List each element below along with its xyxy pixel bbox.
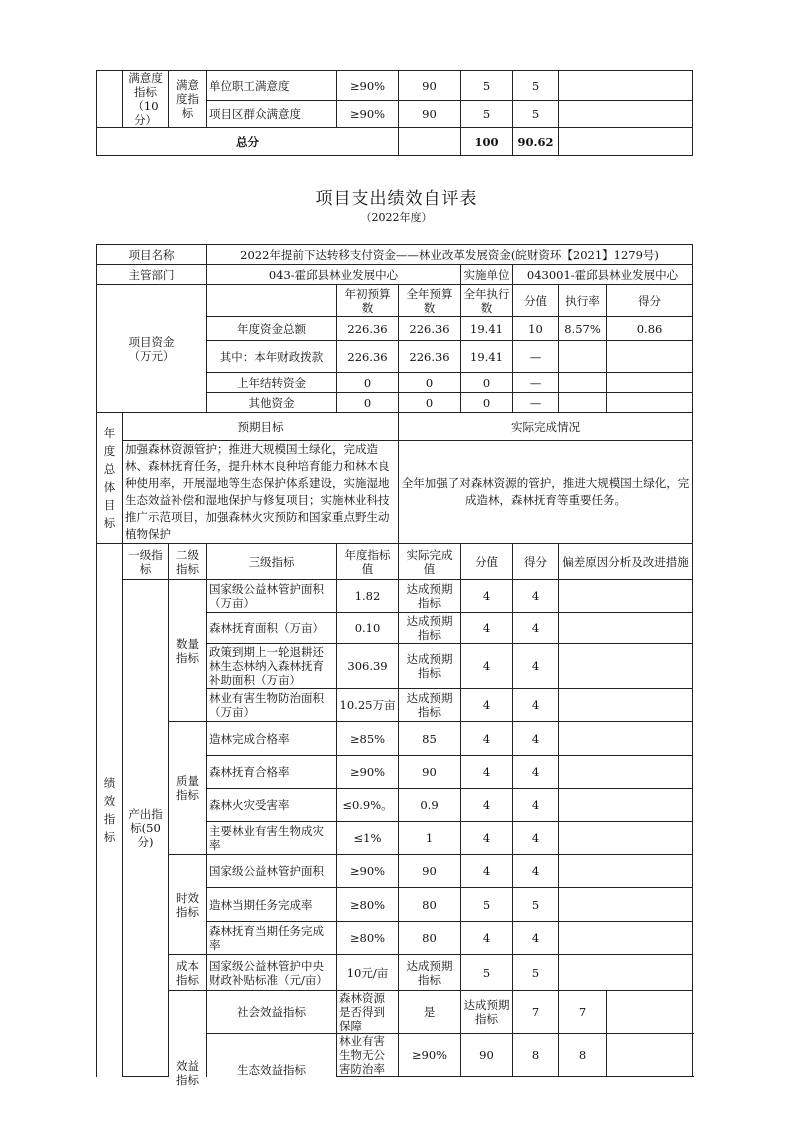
funds-header-blank [207,285,337,317]
indicator-target: ≥90% [337,756,399,789]
indicator-note [559,101,693,128]
indicator-row [97,855,693,888]
indicator-weight: 4 [461,756,513,789]
funds-header-row [97,285,693,317]
indicator-actual: 达成预期指标 [399,689,461,722]
indicator-score: 4 [513,789,559,822]
unit-value: 043001-霍邱县林业发展中心 [513,265,693,285]
indicator-actual: 90 [399,71,461,101]
funds-row-name: 其中：本年财政拨款 [207,341,337,373]
indicator-target: ≥90% [337,71,399,101]
indicator-actual: 达成预期指标 [399,580,461,613]
page-subtitle: （2022年度） [360,211,433,224]
indicator-name: 林业有害生物无公害防治率 [337,1034,399,1077]
indicator-actual: 90 [399,756,461,789]
satisfaction-subcategory: 满意度指标 [169,71,207,128]
funds-row-name: 年度资金总额 [207,317,337,341]
indicator-name: 造林当期任务完成率 [207,888,337,922]
funds-score [607,393,693,413]
funds-score [607,373,693,393]
indicator-actual: 80 [399,922,461,955]
total-note [559,128,693,156]
indicator-score: 5 [513,101,559,128]
indicator-weight: 5 [461,101,513,128]
indicator-score: 5 [513,955,559,991]
indicator-note [559,855,693,888]
indicator-actual: 0.9 [399,789,461,822]
total-score: 90.62 [513,128,559,156]
indicator-score: 4 [513,922,559,955]
indicator-target: ≥80% [337,922,399,955]
expected-goal-header: 预期目标 [123,413,399,441]
project-name: 2022年提前下达转移支付资金——林业改革发展资金(皖财资环【2021】1279号) [207,245,693,265]
indicator-target: 306.39 [337,644,399,689]
indicator-note [559,689,693,722]
funds-weight: — [513,341,559,373]
funds-header: 年初预算数 [337,285,399,317]
social-indicator-label: 社会效益指标 [207,991,337,1034]
indicator-target: 1.82 [337,580,399,613]
indicator-target: ≥90% [399,1034,461,1077]
indicator-actual: 90 [461,1034,513,1077]
funds-executed: 0 [461,373,513,393]
indicator-note [607,1034,693,1077]
indicator-header: 三级指标 [207,544,337,580]
cost-indicator-label: 成本指标 [169,955,207,991]
indicator-note [559,955,693,991]
indicator-name: 政策到期上一轮退耕还林生态林纳入森林抚育补助面积（万亩） [207,644,337,689]
timeliness-indicator-label: 时效指标 [169,855,207,955]
evaluation-table [96,244,693,1087]
indicator-weight: 5 [461,955,513,991]
total-label: 总分 [97,128,399,156]
funds-weight: — [513,373,559,393]
indicator-note [559,822,693,855]
indicator-actual: 85 [399,722,461,756]
funds-rate: 8.57% [559,317,607,341]
funds-rate [559,393,607,413]
indicator-name: 单位职工满意度 [207,71,337,101]
output-indicator-label: 产出指标(50分) [123,580,169,1077]
unit-label: 实施单位 [461,265,513,285]
funds-header: 全年预算数 [399,285,461,317]
indicator-header: 偏差原因分析及改进措施 [559,544,693,580]
indicator-name: 国家级公益林管护面积 [207,855,337,888]
indicator-header-row [97,544,693,580]
indicator-name: 造林完成合格率 [207,722,337,756]
indicator-row [97,955,693,991]
indicator-score: 5 [513,71,559,101]
indicator-score: 4 [513,756,559,789]
funds-header: 执行率 [559,285,607,317]
indicator-name: 项目区群众满意度 [207,101,337,128]
indicator-target: 0.10 [337,613,399,644]
funds-initial: 0 [337,373,399,393]
indicator-name: 森林抚育面积（万亩） [207,613,337,644]
indicator-note [559,71,693,101]
indicator-name: 森林火灾受害率 [207,789,337,822]
goals-content-row [97,441,693,544]
actual-goal-header: 实际完成情况 [399,413,693,441]
indicator-score: 7 [559,991,607,1034]
blank-cell [97,71,123,128]
funds-score [607,341,693,373]
indicator-weight: 4 [461,855,513,888]
funds-annual: 226.36 [399,341,461,373]
funds-executed: 19.41 [461,341,513,373]
dept-label: 主管部门 [97,265,207,285]
funds-weight: 10 [513,317,559,341]
project-dept-row [97,265,693,285]
indicator-target: 10.25万亩 [337,689,399,722]
eco-indicator-label: 生态效益指标 [207,1034,337,1077]
indicator-score: 4 [513,644,559,689]
indicator-target: 10元/亩 [337,955,399,991]
funds-executed: 19.41 [461,317,513,341]
effect-indicator-label [169,991,207,1087]
quantity-indicator-label: 数量指标 [169,580,207,722]
indicator-row [97,580,693,613]
indicator-actual: 90 [399,101,461,128]
indicator-score: 8 [559,1034,607,1077]
indicator-weight: 5 [461,71,513,101]
funds-annual: 226.36 [399,317,461,341]
indicator-score: 4 [513,613,559,644]
indicators-section-label: 绩效指标 [97,544,123,1077]
indicator-score: 5 [513,888,559,922]
total-row [97,128,693,156]
satisfaction-category: 满意度指标（10分） [123,71,169,128]
funds-header: 得分 [607,285,693,317]
funds-rate [559,373,607,393]
indicator-actual: 90 [399,855,461,888]
indicator-row [97,991,693,1034]
indicator-score: 4 [513,689,559,722]
indicator-name: 国家级公益林管护面积（万亩） [207,580,337,613]
quality-indicator-label: 质量指标 [169,722,207,855]
indicator-weight: 4 [461,722,513,756]
funds-initial: 226.36 [337,341,399,373]
indicator-target: ≥85% [337,722,399,756]
funds-header: 分值 [513,285,559,317]
goals-label: 年度总体目标 [97,413,123,544]
funds-initial: 226.36 [337,317,399,341]
indicator-name: 主要林业有害生物成灾率 [207,822,337,855]
indicator-weight: 4 [461,789,513,822]
indicator-name: 林业有害生物防治面积（万亩） [207,689,337,722]
funds-initial: 0 [337,393,399,413]
funds-score: 0.86 [607,317,693,341]
total-weight: 100 [461,128,513,156]
indicator-weight: 7 [513,991,559,1034]
indicator-actual: 达成预期指标 [399,613,461,644]
project-name-row [97,245,693,265]
indicator-target: ≥90% [337,101,399,128]
project-name-label: 项目名称 [97,245,207,265]
indicator-weight: 5 [461,888,513,922]
indicator-score: 4 [513,722,559,756]
funds-rate [559,341,607,373]
indicator-header: 实际完成值 [399,544,461,580]
indicator-target: ≥90% [337,855,399,888]
indicator-weight: 4 [461,580,513,613]
funds-label: 项目资金（万元） [97,285,207,413]
indicator-header: 分值 [461,544,513,580]
indicator-target: ≤0.9%。 [337,789,399,822]
funds-annual: 0 [399,373,461,393]
indicator-weight: 4 [461,822,513,855]
indicator-row [97,722,693,756]
indicator-note [559,888,693,922]
indicator-score: 4 [513,580,559,613]
indicator-header: 二级指标 [169,544,207,580]
actual-goal-text: 全年加强了对森林资源的管护，推进大规模国土绿化，完成造林，森林抚育等重要任务。 [399,441,693,544]
indicator-target: ≤1% [337,822,399,855]
indicator-name: 森林资源是否得到保障 [337,991,399,1034]
indicator-weight: 4 [461,613,513,644]
expected-goal-text: 加强森林资源管护；推进大规模国土绿化，完成造林、森林抚育任务，提升林木良种培育能力和林木良种使用率，开展湿地等生态保护体系建设，实施湿地生态效益补偿和湿地保护与修复项目；实施林业科技推广示范项目，加强森林火灾预防和国家重点野生动植物保护 [123,441,399,544]
indicator-note [559,644,693,689]
dept-value: 043-霍邱县林业发展中心 [207,265,461,285]
indicator-weight: 4 [461,922,513,955]
funds-weight: — [513,393,559,413]
funds-row-name: 其他资金 [207,393,337,413]
funds-header: 全年执行数 [461,285,513,317]
indicator-actual: 达成预期指标 [399,644,461,689]
indicator-weight: 4 [461,689,513,722]
indicator-header: 年度指标值 [337,544,399,580]
indicator-note [559,789,693,822]
indicator-score: 4 [513,855,559,888]
indicator-note [559,756,693,789]
indicator-name: 森林抚育合格率 [207,756,337,789]
funds-annual: 0 [399,393,461,413]
funds-row-name: 上年结转资金 [207,373,337,393]
indicator-actual: 80 [399,888,461,922]
indicator-note [607,991,693,1034]
total-actual [399,128,461,156]
indicator-note [559,922,693,955]
indicator-actual: 1 [399,822,461,855]
indicator-note [559,613,693,644]
indicator-target: 是 [399,991,461,1034]
effect-indicator-text: 效益指标 [176,1058,199,1087]
satisfaction-row [97,71,693,101]
indicator-header: 得分 [513,544,559,580]
satisfaction-table [96,70,693,156]
goals-header-row [97,413,693,441]
indicator-target: ≥80% [337,888,399,922]
indicator-name: 森林抚育当期任务完成率 [207,922,337,955]
indicator-note [559,580,693,613]
indicator-header: 一级指标 [123,544,169,580]
indicator-note [559,722,693,756]
indicator-weight: 4 [461,644,513,689]
page-title: 项目支出绩效自评表 [315,189,478,209]
funds-executed: 0 [461,393,513,413]
indicator-actual: 达成预期指标 [461,991,513,1034]
indicator-name: 国家级公益林管护中央财政补贴标准（元/亩） [207,955,337,991]
indicator-score: 4 [513,822,559,855]
indicator-actual: 达成预期指标 [399,955,461,991]
indicator-weight: 8 [513,1034,559,1077]
